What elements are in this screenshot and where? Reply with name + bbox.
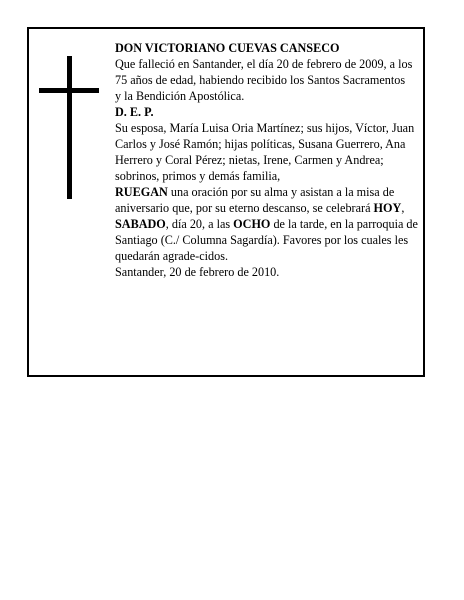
location-text: de la tarde, en la parroquia de Santiago (C./ Columna Sagardía). Favores por los cuales les quedarán agrade-cidos.	[115, 217, 418, 263]
hour-word: OCHO	[233, 217, 271, 231]
latin-cross-icon	[39, 56, 99, 199]
mass-request	[115, 184, 427, 264]
date-text: , día 20, a las	[165, 217, 234, 231]
rip-line: D. E. P.	[115, 105, 154, 119]
closing-line: Santander, 20 de febrero de 2010.	[115, 265, 280, 279]
family-list: Su esposa, María Luisa Oria Martínez; sus hijos, Víctor, Juan Carlos y José Ramón; hijas políticas, Susana Guerrero, Ana Herrero y Coral Pérez; nietas, Irene, Carmen y Andrea; sobrinos, primos y demás familia,	[115, 121, 415, 183]
request-text: una oración por su alma y asistan a la misa de aniversario que, por su eterno descanso, se celebrará	[115, 185, 395, 215]
deceased-name: DON VICTORIANO CUEVAS CANSECO	[115, 41, 340, 55]
request-verb: RUEGAN	[115, 185, 168, 199]
cross-vertical-bar	[67, 56, 72, 199]
passing-details-continued: y la Bendición Apostólica.	[115, 89, 245, 103]
weekday-word: SABADO	[115, 217, 166, 231]
separator-comma: ,	[401, 201, 405, 215]
passing-details: Que falleció en Santander, el día 20 de febrero de 2009, a los 75 años de edad, habiendo recibido los Santos Sacramentos	[115, 57, 413, 87]
today-word: HOY	[373, 201, 402, 215]
obituary-text	[115, 40, 427, 280]
cross-horizontal-bar	[39, 88, 99, 93]
obituary-notice	[27, 27, 425, 377]
